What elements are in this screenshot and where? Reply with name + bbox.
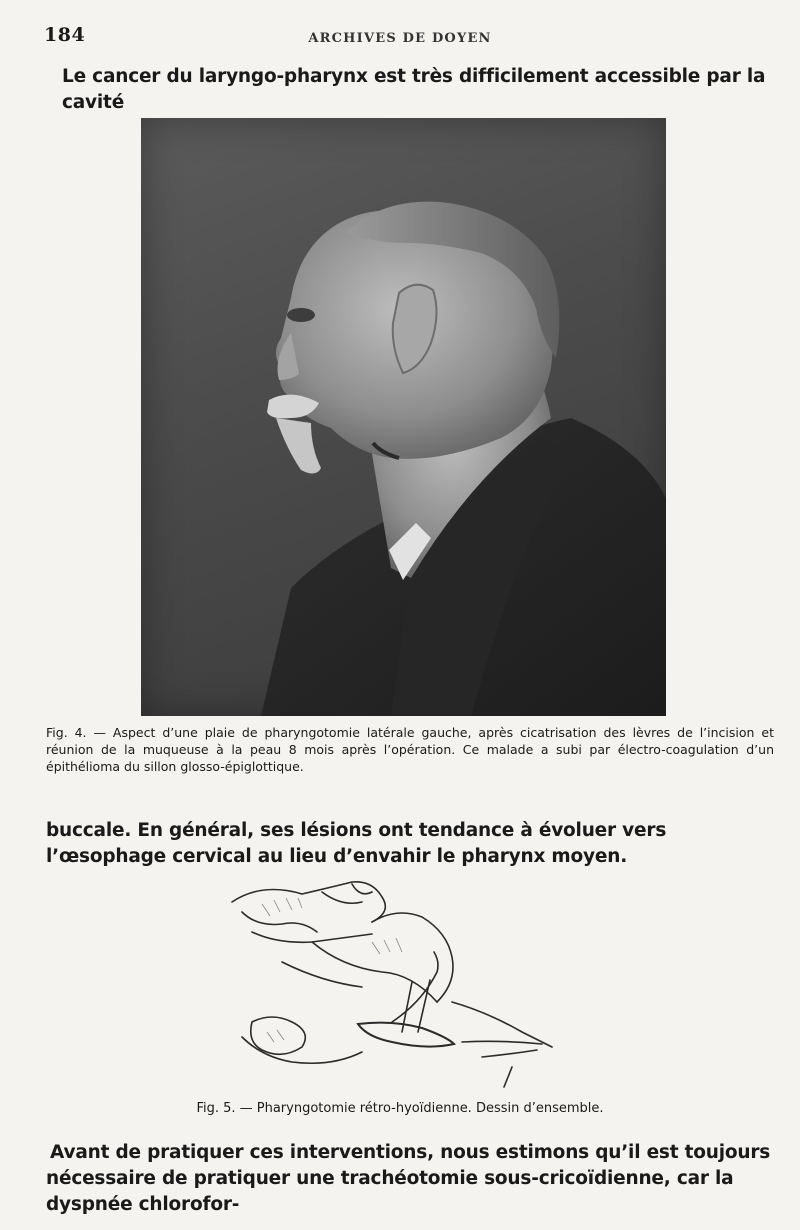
running-title: ARCHIVES DE DOYEN bbox=[308, 31, 492, 46]
continuation-paragraph: buccale. En général, ses lésions ont tendance à évoluer vers l’œsophage cervical au lieu d’envahir le pharynx moyen. bbox=[46, 820, 667, 867]
figure-4-caption: Fig. 4. — Aspect d’une plaie de pharyngotomie latérale gauche, après cicatrisation des lèvres de l’incision et réunion de la muqueuse à la peau 8 mois après l’opération. Ce malade a subi par électro-coagulation d’un épithélioma du sillon glosso-épiglottique. bbox=[46, 725, 774, 774]
surgical-sketch-illustration bbox=[222, 872, 574, 1092]
patient-profile-illustration bbox=[141, 118, 666, 716]
figure-5-caption: Fig. 5. — Pharyngotomie rétro-hyoïdienne. Dessin d’ensemble. bbox=[196, 1101, 604, 1116]
closing-paragraph bbox=[46, 1140, 776, 1218]
closing-paragraph-text: Avant de pratiquer ces interventions, nous estimons qu’il est toujours nécessaire de pratiquer une trachéotomie sous-cricoïdienne, car la dyspnée chlorofor- bbox=[46, 1142, 771, 1215]
figure-5-drawing bbox=[222, 872, 574, 1092]
page-number: 184 bbox=[44, 24, 86, 46]
lead-paragraph: Le cancer du laryngo-pharynx est très difficilement accessible par la cavité bbox=[62, 66, 766, 113]
figure-4-photograph bbox=[141, 118, 666, 716]
